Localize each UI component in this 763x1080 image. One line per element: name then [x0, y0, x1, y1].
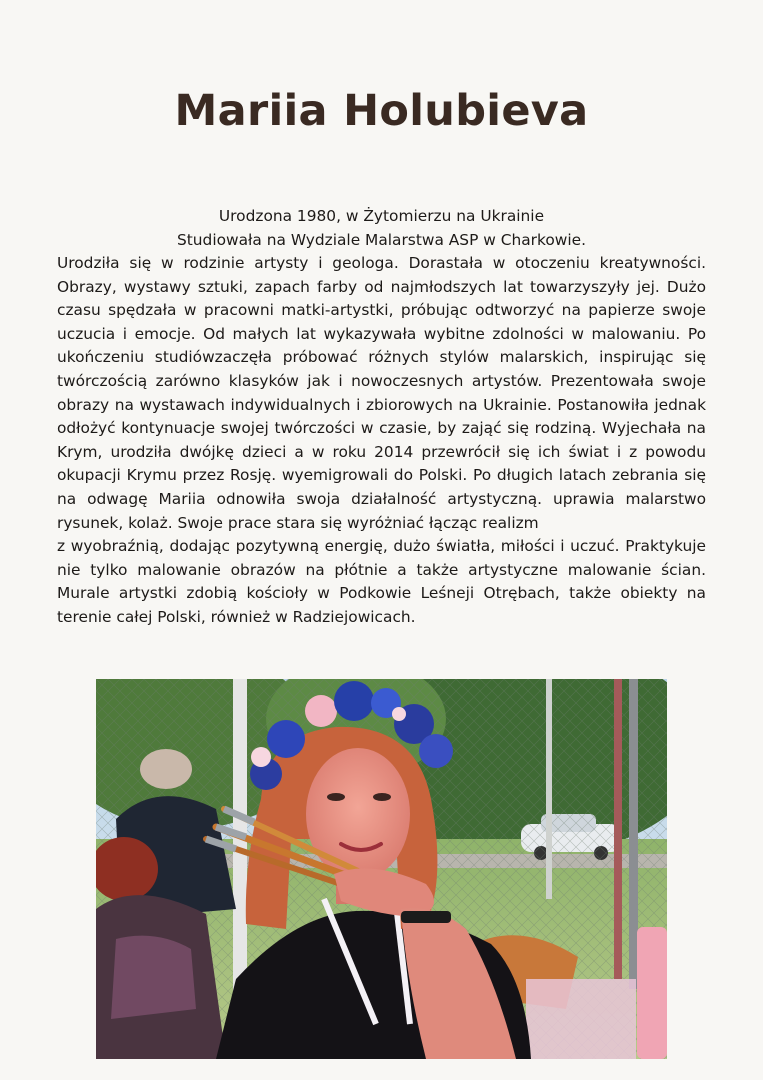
page-title: Mariia Holubieva	[174, 86, 589, 136]
biography	[57, 252, 706, 630]
portrait-photo-illustration	[96, 679, 667, 1059]
birth-info: Urodzona 1980, w Żytomierzu na Ukrainie	[218, 207, 545, 225]
study-info: Studiowała na Wydziale Malarstwa ASP w Charkowie.	[177, 231, 586, 249]
biography-paragraph-1: Urodziła się w rodzinie artysty i geologa. Dorastała w otoczeniu kreatywności. Obrazy, wystawy sztuki, zapach farby od najmłodszych lat towarzyszyły jej. Dużo czasu spędzała w pracowni matki-artystki, próbując odtworzyć na papierze swoje uczucia i emocje. Od małych lat wykazywała wybitne zdolności w malowaniu. Po ukończeniu studiówzaczęła próbować różnych stylów malarskich, inspirując się twórczością zarówno klasyków jak i nowoczesnych artystów. Prezentowała swoje obrazy na wystawach indywidualnych i zbiorowych na Ukrainie. Postanowiła jednak odłożyć kontynuacje swojej twórczości w czasie, by zająć się rodziną. Wyjechała na Krym, urodziła dwójkę dzieci a w roku 2014 przewrócił się ich świat i z powodu okupacji Krymu przez Rosję. wyemigrowali do Polski. Po długich latach zebrania się na odwagę Mariia odnowiła swoja działalność artystyczną. uprawia malarstwo rysunek, kolaż. Swoje prace stara się wyróżniać łącząc realizm	[57, 254, 706, 532]
portrait-photo	[96, 679, 667, 1059]
biography-paragraph-2: z wyobraźnią, dodając pozytywną energię, dużo światła, miłości i uczuć. Praktykuje nie tylko malowanie obrazów na płótnie a także artystyczne malowanie ścian. Murale artystki zdobią kościoły w Podkowie Leśneji Otrębach, także obiekty na terenie całej Polski, również w Radziejowicach.	[57, 537, 706, 626]
